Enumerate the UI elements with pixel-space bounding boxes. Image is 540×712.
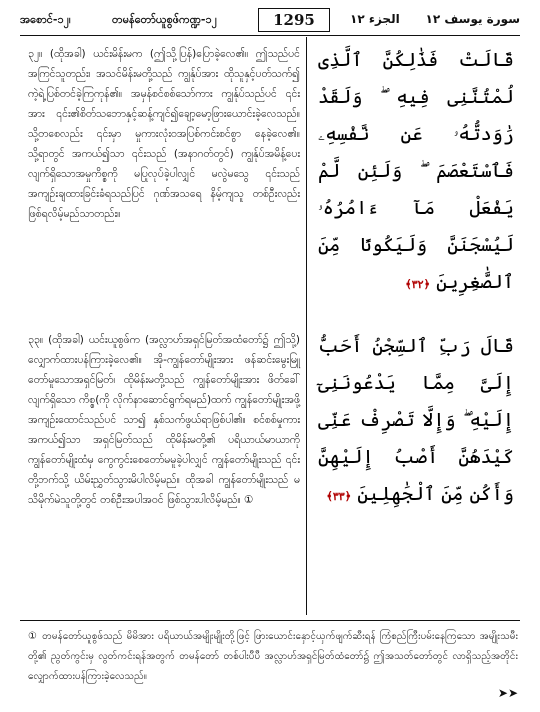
verse-33-translation: ၃၃။ (ထိုအခါ) ယင်းယူစွဖ်က (အလ္လာဟ်အရှင်မြတ်အထံတော်၌ ဤသို့) လျှောက်ထားပန်ကြားခဲ့လေ၏။ အို-ကျွန်တော်မျိုးအား ဖန်ဆင်းမွေးမြူတော်မူသောအရှင်မြတ်၊ ထိုမိန်းမတို့သည် ကျွန်တော်မျိုးအား ဖိတ်ခေါ်လျက်ရှိသော ကိစ္စ(ကို လိုက်နာဆောင်ရွက်ရမည်)ထက် ကျွန်တော်မျိုးအဖို့ အကျဉ်းထောင်သည်ပင် သာ၍ နှစ်သက်ဖွယ်ရာဖြစ်ပါ၏။ စင်စစ်မှုကားအကယ်၍သာ အရှင်မြတ်သည် ထိုမိန်းမတို့၏ ပရိယာယ်မာယာကို ကျွန်တော်မျိုးထံမှ ကွေကွင်းစေတော်မမူခဲ့ပါလျှင် ကျွန်တော်မျိုးသည် ၎င်းတို့ဘက်သို့ ယိမ်းညွှတ်သွားမိပါလိမ့်မည်။ ထိုအခါ ကျွန်တော်မျိုးသည် မသိမိုက်မဲသူတို့တွင် တစ်ဦးအပါအဝင် ဖြစ်သွားပါလိမ့်မည်။ ① [28,334,300,506]
juz-label: الجزء ١٢ [350,12,400,26]
verse-32-translation: ၃၂။ (ထိုအခါ) ယင်းမိန်းမက (ဤသို့ပြန်)ပြောခဲ့လေ၏။ ဤသည်ပင် အကြင်သူတည်း၊ အသင်မိန်းမတို့သည် ကျွန်ုပ်အား ထိုသူနှင့်ပတ်သက်၍ ကဲ့ရဲ့ပြစ်တင်ခဲ့ကြကုန်၏။ အမှန်စင်စစ်သော်ကား ကျွန်ုပ်သည်ပင် ၎င်းအား ၎င်း၏စိတ်သဘောနှင့်ဆန့်ကျင်၍ချော့မော့ဖြားယောင်းခဲ့လေသည်။ သို့တစေလည်း ၎င်းမှာ မှုကားလုံးဝအပြစ်ကင်းစင်စွာ နေခဲ့လေ၏။ သို့ရာတွင် အကယ်၍သာ ၎င်းသည် (အနာဂတ်တွင်) ကျွန်ုပ်အမိန့်ပေးလျက်ရှိသောအမှုကိစ္စကို မပြုလုပ်ခဲ့ပါလျှင် မလွဲမသွေ ၎င်းသည် အကျဉ်းချထားခြင်းခံရသည်ပြင် ဂုဏ်အသရေ နိမ့်ကျသူ တစ်ဦးလည်း ဖြစ်ရလိမ့်မည်သာတည်း။ [28,48,300,220]
page-number: 1295 [258,8,330,32]
verse-32-arabic-text: قَالَتْ فَذَٰلِكُنَّ ٱلَّذِى لُمْتُنَّنِى فِيهِ ۖ وَلَقَدْ رَٰوَدتُّهُۥ عَن نَّفْسِهِۦ فَٱسْتَعْصَمَ ۖ وَلَئِن لَّمْ يَفْعَلْ مَآ ءَامُرُهُۥ لَيُسْجَنَنَّ وَلَيَكُونًا مِّنَ ٱلصَّٰغِرِينَ [318,49,514,293]
column-divider [306,37,307,615]
verse-33-arabic-text: قَالَ رَبِّ ٱلسِّجْنُ أَحَبُّ إِلَىَّ مِمَّا يَدْعُونَنِىٓ إِلَيْهِ ۖ وَإِلَّا تَصْرِفْ عَنِّى كَيْدَهُنَّ أَصْبُ إِلَيْهِنَّ وَأَكُن مِّنَ ٱلْجَٰهِلِينَ [318,335,514,505]
ayah-number-33: ﴿٣٣﴾ [326,490,352,503]
ayah-number-32: ﴿٣٢﴾ [405,278,431,291]
verse-32-arabic [318,42,514,303]
surah-label: سورة يوسف ١٢ [425,12,520,26]
verse-33-arabic [318,328,514,515]
footnote-divider [20,620,520,621]
section-title: တမန်တော်ယူစွဖ်ကဏ္ဍ-၁၂ [112,13,218,26]
footnote: ① တမန်တော်ယူစွဖ်သည် မိမိအား ပရိယာယ်အမျိုးမျိုးတို့ဖြင့် ဖြားယောင်းနှောင့်ယှက်ဖျက်ဆီးရန် ကြံစည်ကြီးပမ်းနေကြသော အမျိုးသမီးတို့၏ ညွတ်ကွင်းမှ လွတ်ကင်းရန်အတွက် တမန်တော် တစ်ပါးပီပီ အလ္လာဟ်အရှင်မြတ်ထံတော်၌ ဤအသတ်တော်တွင် လာရှိသည့်အတိုင်း လျှောက်ထားပန်ကြားခဲ့လေသည်။ [28,631,518,682]
header-divider [20,35,520,36]
chapter-label: အစောင်-၁၂၊ [20,13,71,26]
next-page-arrows-icon: ➤➤ [497,686,518,700]
page-header [20,8,520,34]
